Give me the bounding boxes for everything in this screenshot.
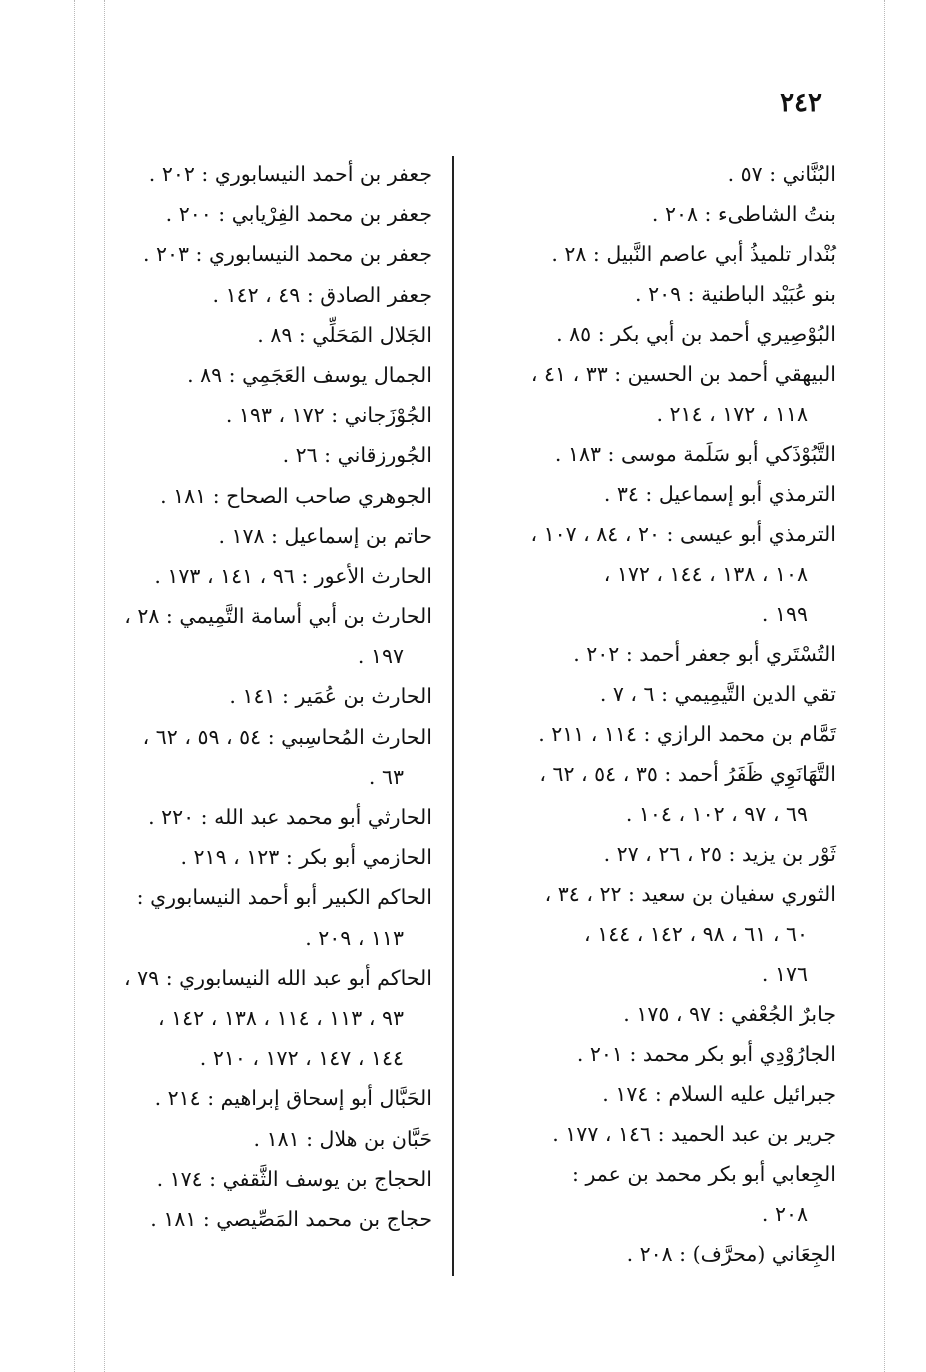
page-number: ٢٤٢ (780, 88, 822, 118)
index-entry: التُسْتَري أبو جعفر أحمد : ٢٠٢ . (573, 642, 836, 666)
index-entry: الترمذي أبو عيسى : ٢٠ ، ٨٤ ، ١٠٧ ، (530, 522, 836, 546)
index-entry: الترمذي أبو إسماعيل : ٣٤ . (603, 482, 836, 506)
index-entry: ١٧٦ . (761, 962, 808, 986)
index-entry: حجاج بن محمد المَصِّيصي : ١٨١ . (150, 1206, 432, 1231)
index-entry: ١١٨ ، ١٧٢ ، ٢١٤ . (656, 402, 808, 426)
index-entry: الحارث بن عُمَير : ١٤١ . (229, 684, 432, 709)
index-entry: الثوري سفيان بن سعيد : ٢٢ ، ٣٤ ، (544, 882, 836, 906)
index-entry: بنو عُبَيْد الباطنية : ٢٠٩ . (635, 282, 836, 306)
index-entry: الحاكم أبو عبد الله النيسابوري : ٧٩ ، (124, 965, 432, 990)
index-entry: الحارث المُحاسِبي : ٥٤ ، ٥٩ ، ٦٢ ، (142, 724, 432, 749)
index-entry: جعفر الصادق : ٤٩ ، ١٤٢ . (212, 282, 432, 307)
index-entry: الجُوْزَجاني : ١٧٢ ، ١٩٣ . (225, 403, 432, 428)
index-entry: ٩٣ ، ١١٣ ، ١١٤ ، ١٣٨ ، ١٤٢ ، (158, 1005, 404, 1030)
index-entry: البُنَّاني : ٥٧ . (727, 162, 836, 186)
index-entry: جرير بن عبد الحميد : ١٤٦ ، ١٧٧ . (552, 1122, 836, 1146)
scan-margin-dots-right (884, 0, 885, 1372)
scan-margin-dots-left-2 (104, 0, 105, 1372)
index-entry: تقي الدين التَّيمِيمي : ٦ ، ٧ . (599, 682, 836, 706)
index-entry: الجِعابي أبو بكر محمد بن عمر : (572, 1162, 836, 1186)
index-entry: الجُورزقاني : ٢٦ . (282, 443, 432, 468)
index-entry: الجارُوْدِي أبو بكر محمد : ٢٠١ . (576, 1042, 836, 1066)
scan-margin-dots-left (74, 0, 75, 1372)
index-entry: ١٠٨ ، ١٣٨ ، ١٤٤ ، ١٧٢ ، (603, 562, 808, 586)
index-entry: جعفر بن أحمد النيسابوري : ٢٠٢ . (148, 162, 432, 186)
index-entry: ٦٠ ، ٦١ ، ٩٨ ، ١٤٢ ، ١٤٤ ، (584, 922, 808, 946)
index-entry: الحاكم الكبير أبو أحمد النيسابوري : (136, 885, 432, 910)
index-entry: التَّبُوْذَكي أبو سَلَمة موسى : ١٨٣ . (554, 442, 836, 466)
index-entry: الحارث الأعور : ٩٦ ، ١٤١ ، ١٧٣ . (154, 563, 432, 588)
index-entry: جبرائيل عليه السلام : ١٧٤ . (602, 1082, 836, 1106)
index-entry: التَّهَانَوِي ظَفَرُ أحمد : ٣٥ ، ٥٤ ، ٦٢ ، (539, 762, 836, 786)
index-entry: جعفر بن محمد النيسابوري : ٢٠٣ . (142, 242, 432, 267)
index-entry: الجمال يوسف العَجَمِي : ٨٩ . (187, 362, 432, 387)
index-entry: تَمَّام بن محمد الرازي : ١١٤ ، ٢١١ . (538, 722, 836, 746)
index-column-left (126, 154, 432, 1239)
column-divider (452, 156, 454, 1276)
index-entry: حَبَّان بن هلال : ١٨١ . (253, 1126, 432, 1151)
index-entry: ١١٣ ، ٢٠٩ . (305, 925, 404, 950)
index-entry: الحارثي أبو محمد عبد الله : ٢٢٠ . (148, 805, 432, 829)
index-entry: الجِعَاني (محرَّف) : ٢٠٨ . (626, 1242, 836, 1266)
index-entry: الحازمي أبو بكر : ١٢٣ ، ٢١٩ . (180, 845, 432, 870)
index-entry: الحجاج بن يوسف الثَّقفي : ١٧٤ . (156, 1166, 432, 1191)
index-entry: بنتُ الشاطىء : ٢٠٨ . (651, 202, 836, 226)
index-entry: ١٤٤ ، ١٤٧ ، ١٧٢ ، ٢١٠ . (199, 1046, 404, 1071)
index-entry: ثَوْر بن يزيد : ٢٥ ، ٢٦ ، ٢٧ . (603, 842, 836, 866)
index-entry: البيهقي أحمد بن الحسين : ٣٣ ، ٤١ ، (530, 362, 836, 386)
index-entry: ٦٩ ، ٩٧ ، ١٠٢ ، ١٠٤ . (625, 802, 808, 826)
index-entry: بُنْدار تلميذُ أبي عاصم النَّبيل : ٢٨ . (551, 242, 836, 266)
index-entry: ١٩٧ . (357, 644, 404, 669)
index-entry: جعفر بن محمد الفِرْيابي : ٢٠٠ . (165, 202, 432, 227)
index-entry: حاتم بن إسماعيل : ١٧٨ . (218, 523, 432, 548)
index-entry: الجوهري صاحب الصحاح : ١٨١ . (160, 483, 432, 508)
index-entry: جابرٌ الجُعْفي : ٩٧ ، ١٧٥ . (623, 1002, 836, 1026)
index-entry: الجَلال المَحَلِّي : ٨٩ . (257, 322, 432, 347)
index-entry: البُوْصِيري أحمد بن أبي بكر : ٨٥ . (556, 322, 836, 346)
index-entry: الحَبَّال أبو إسحاق إبراهيم : ٢١٤ . (154, 1086, 432, 1111)
index-entry: ١٩٩ . (761, 602, 808, 626)
index-entry: الحارث بن أبي أسامة التَّمِيمي : ٢٨ ، (124, 604, 432, 629)
index-column-right (486, 154, 836, 1274)
index-entry: ٦٣ . (368, 764, 404, 789)
index-entry: ٢٠٨ . (761, 1202, 808, 1226)
